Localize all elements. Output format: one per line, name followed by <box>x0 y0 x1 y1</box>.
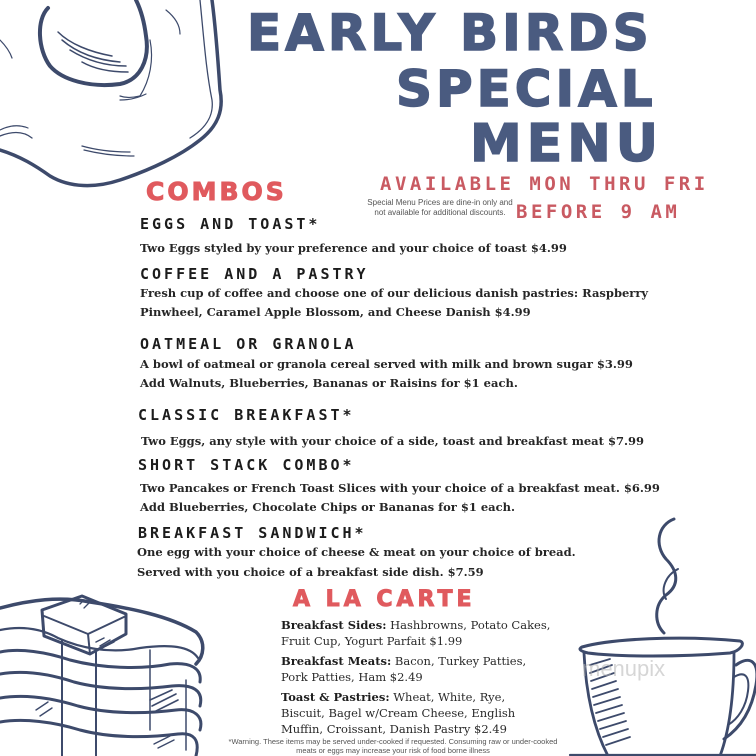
item-name: SHORT STACK COMBO* <box>138 456 355 474</box>
item-desc: A bowl of oatmeal or granola cereal served with milk and brown sugar $3.99 <box>140 357 633 371</box>
item-name: EGGS AND TOAST* <box>140 215 321 233</box>
carte-item-breakfast-sides <box>281 617 551 649</box>
title-early-birds: EARLY BIRDS <box>247 4 653 62</box>
item-desc: Add Blueberries, Chocolate Chips or Bananas for $1 each. <box>140 500 515 514</box>
fried-egg-icon <box>0 0 240 195</box>
carte-item-breakfast-meats <box>281 653 551 685</box>
special-prices-note: Special Menu Prices are dine-in only and not available for additional discounts. <box>367 198 513 217</box>
carte-item-text: Hashbrowns, Potato Cakes, Fruit Cup, Yogurt Parfait $1.99 <box>281 618 551 648</box>
item-desc: Two Pancakes or French Toast Slices with your choice of a breakfast meat. $6.99 <box>140 481 660 495</box>
availability-time: BEFORE 9 AM <box>516 201 681 223</box>
food-safety-warning: *Warning. These items may be served under-cooked if requested. Consuming raw or under-cooked meats or eggs may increase your risk of food borne illness <box>228 737 558 755</box>
coffee-cup-icon <box>570 515 756 756</box>
item-desc: Pinwheel, Caramel Apple Blossom, and Cheese Danish $4.99 <box>140 305 531 319</box>
item-name: CLASSIC BREAKFAST* <box>138 406 355 424</box>
item-name: COFFEE AND A PASTRY <box>140 265 369 283</box>
item-desc: One egg with your choice of cheese & meat on your choice of bread. <box>137 545 576 559</box>
item-desc: Add Walnuts, Blueberries, Bananas or Raisins for $1 each. <box>140 376 518 390</box>
item-desc: Fresh cup of coffee and choose one of our delicious danish pastries: Raspberry <box>140 286 649 300</box>
item-desc: Two Eggs styled by your preference and your choice of toast $4.99 <box>140 241 567 255</box>
carte-item-label: Breakfast Meats: <box>281 654 392 668</box>
carte-item-text: Wheat, White, Rye, Biscuit, Bagel w/Cream Cheese, English Muffin, Croissant, Danish Pastry $2.49 <box>281 690 516 736</box>
a-la-carte-heading: A LA CARTE <box>293 587 476 612</box>
carte-item-label: Toast & Pastries: <box>281 690 390 704</box>
pancake-stack-icon <box>0 590 215 756</box>
carte-item-toast-pastries <box>281 689 551 737</box>
item-name: OATMEAL OR GRANOLA <box>140 335 357 353</box>
carte-item-text: Bacon, Turkey Patties, Pork Patties, Ham $2.49 <box>281 654 527 684</box>
item-name: BREAKFAST SANDWICH* <box>138 524 367 542</box>
carte-item-label: Breakfast Sides: <box>281 618 387 632</box>
title-special: SPECIAL <box>396 60 657 118</box>
combos-heading: COMBOS <box>146 177 287 206</box>
title-menu: MENU <box>470 114 664 174</box>
availability-days: AVAILABLE MON THRU FRI <box>380 173 709 195</box>
item-desc: Served with you choice of a breakfast side dish. $7.59 <box>137 565 484 579</box>
watermark: menupix <box>582 656 666 681</box>
item-desc: Two Eggs, any style with your choice of a side, toast and breakfast meat $7.99 <box>141 434 644 448</box>
